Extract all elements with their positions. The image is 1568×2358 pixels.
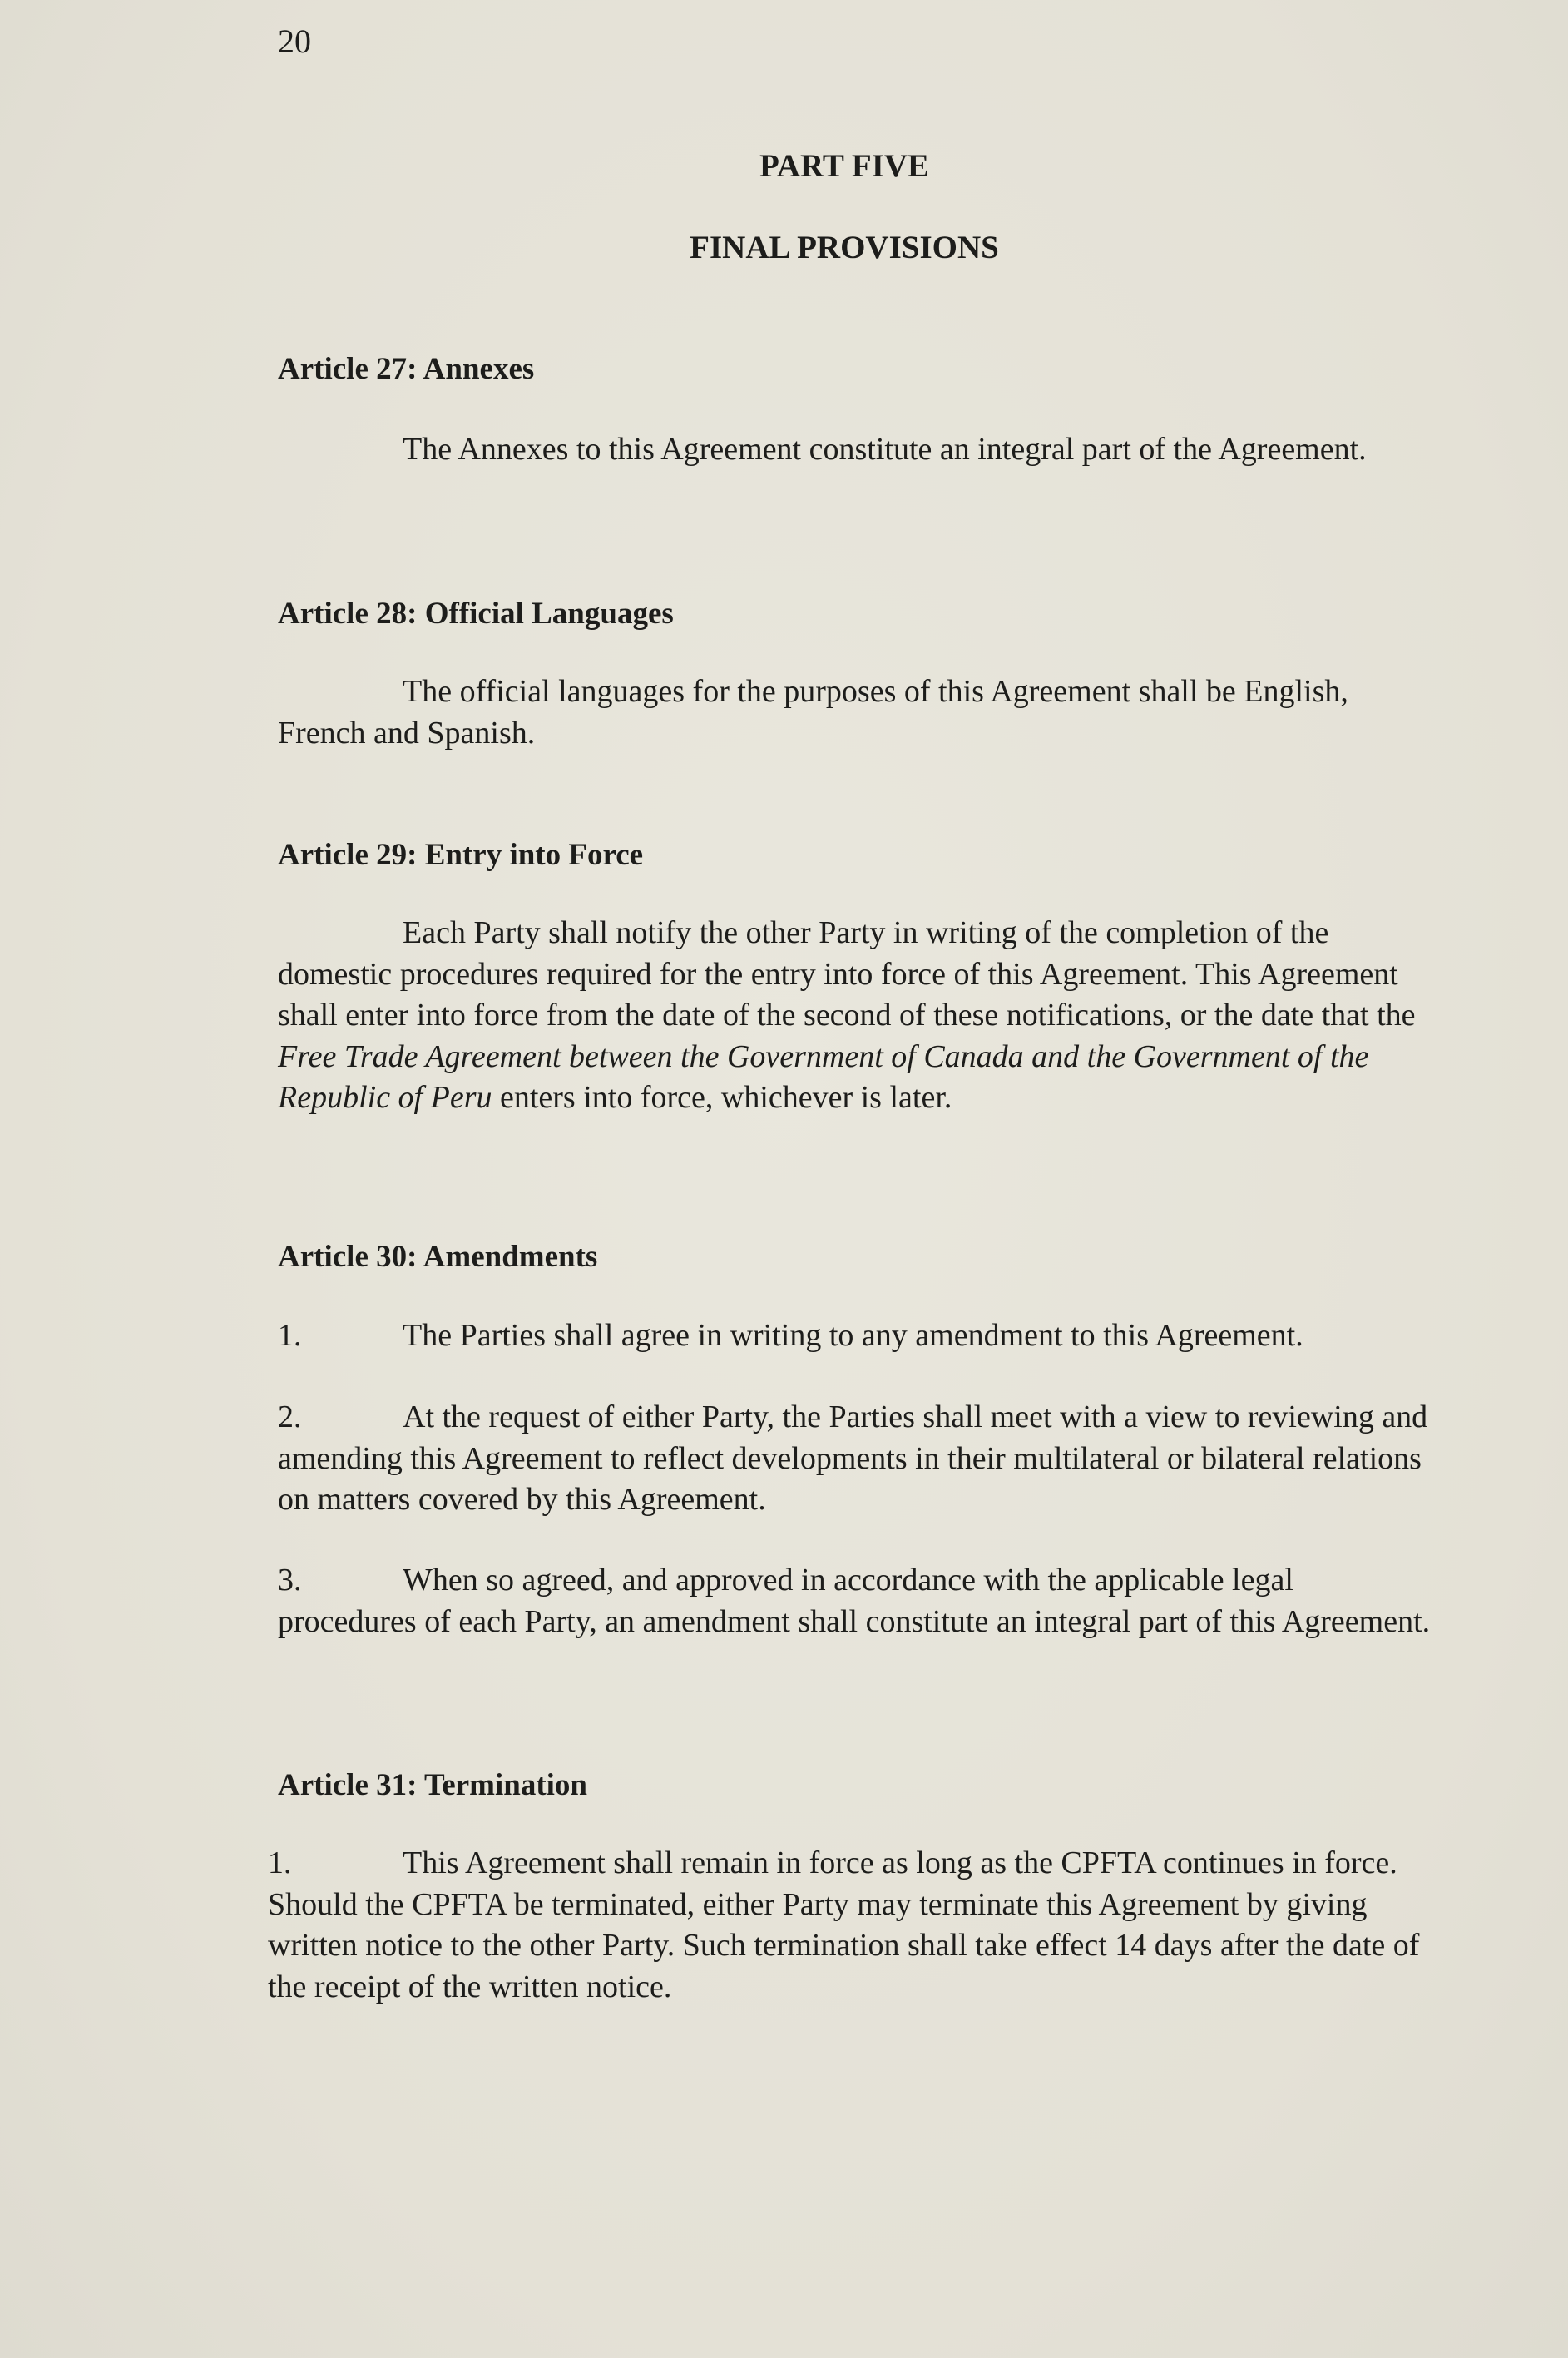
- article-30-heading: Article 30: Amendments: [278, 1240, 598, 1274]
- article-30-item-3: [278, 1560, 1438, 1642]
- article-29-text-start: Each Party shall notify the other Party in writing of the completion of the domestic procedures required for the entry into force of this Agreement. This Agreement shall enter into force from the date of the second of these notifications, or the date that the: [278, 915, 1416, 1033]
- article-27-paragraph: The Annexes to this Agreement constitute an integral part of the Agreement.: [403, 432, 1367, 467]
- article-28-heading: Article 28: Official Languages: [278, 597, 674, 631]
- part-title: PART FIVE: [759, 148, 930, 184]
- item-text: This Agreement shall remain in force as long as the CPFTA continues in force. Should the CPFTA be terminated, either Party may terminate this Agreement by giving written notice to the other Party. Such termination shall take effect 14 days after the date of the receipt of the written notice.: [268, 1845, 1420, 2004]
- article-30-item-1: [278, 1315, 1438, 1357]
- article-29-agreement-title: Free Trade Agreement between the Government of Canada and the Government of the Republic of Peru: [278, 1038, 1369, 1115]
- item-number: 3.: [278, 1563, 302, 1598]
- item-number: 1.: [268, 1845, 292, 1880]
- item-number: 1.: [278, 1318, 302, 1353]
- article-28-paragraph: The official languages for the purposes of this Agreement shall be English, French and Spanish.: [278, 674, 1348, 750]
- article-29-paragraph: [278, 913, 1438, 1119]
- article-29-text-end: enters into force, whichever is later.: [492, 1080, 952, 1115]
- item-text: When so agreed, and approved in accordance with the applicable legal procedures of each Party, an amendment shall constitute an integral part of this Agreement.: [278, 1563, 1431, 1639]
- article-29-heading: Article 29: Entry into Force: [278, 838, 644, 872]
- article-31-heading: Article 31: Termination: [278, 1768, 588, 1802]
- item-text: The Parties shall agree in writing to any amendment to this Agreement.: [403, 1318, 1303, 1353]
- item-text: At the request of either Party, the Parties shall meet with a view to reviewing and amending this Agreement to reflect developments in their multilateral or bilateral relations on matters covered by this Agreement.: [278, 1399, 1428, 1517]
- article-30-item-2: [278, 1397, 1438, 1521]
- article-27-heading: Article 27: Annexes: [278, 352, 535, 386]
- page-number: 20: [278, 22, 311, 60]
- part-subtitle: FINAL PROVISIONS: [690, 230, 999, 265]
- item-number: 2.: [278, 1399, 302, 1434]
- article-31-item-1: [268, 1843, 1438, 2008]
